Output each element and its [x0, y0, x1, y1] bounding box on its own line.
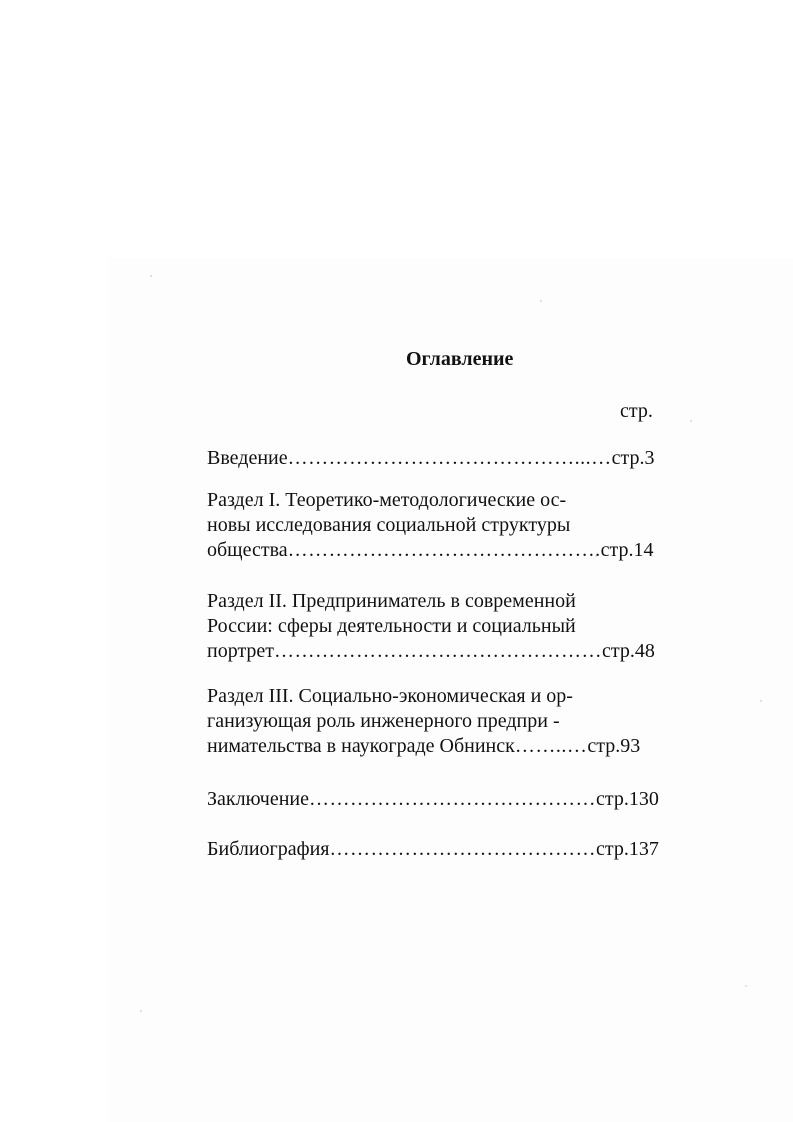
scan-speck [760, 700, 762, 702]
scan-speck [540, 300, 542, 302]
toc-entry-introduction [207, 446, 687, 471]
toc-entry-title: портрет [207, 640, 275, 662]
toc-page-number: стр.93 [587, 735, 641, 757]
toc-entry-section-2 [207, 589, 687, 664]
toc-entry-title: нимательства в наукограде Обнинск [207, 735, 515, 757]
toc-entry-title: Введение [207, 447, 288, 469]
toc-entry-final-line [207, 639, 687, 664]
toc-page-number: стр.3 [611, 447, 655, 469]
toc-leader-dots: ………………………………………. [287, 539, 601, 561]
scan-speck [140, 1010, 142, 1012]
toc-page-number: стр.48 [602, 640, 655, 662]
toc-leader-dots: …………………………………… [309, 788, 596, 810]
toc-entry-section-3 [207, 684, 687, 759]
scan-speck [150, 275, 152, 277]
scan-speck [690, 420, 692, 422]
toc-entry-final-line [207, 446, 687, 471]
toc-entry-title: общества [207, 539, 288, 561]
toc-entry-conclusion [207, 787, 687, 812]
toc-leader-dots: ………………………………………… [274, 640, 603, 662]
toc-leader-dots: ………………………………… [329, 838, 596, 860]
toc-entry-line: Раздел II. Предприниматель в современной [207, 590, 576, 612]
toc-entry-section-1 [207, 488, 687, 563]
toc-entry-line: ганизующая роль инженерного предпри - [207, 710, 560, 732]
toc-page-number: стр.137 [596, 838, 659, 860]
toc-page-number: стр.14 [600, 539, 654, 561]
toc-entry-final-line [207, 837, 687, 862]
toc-entry-bibliography [207, 837, 687, 862]
toc-entry-final-line [207, 734, 687, 759]
toc-page-number: стр.130 [596, 788, 659, 810]
toc-entry-line: Раздел III. Социально-экономическая и ор- [207, 685, 573, 707]
scan-speck [745, 985, 747, 987]
toc-entry-line: Раздел I. Теоретико-методологические ос- [207, 489, 567, 511]
toc-entry-title: Заключение [207, 788, 309, 810]
document-title: Оглавление [406, 348, 514, 370]
toc-entry-final-line [207, 787, 687, 812]
toc-leader-dots: ……..… [514, 735, 588, 757]
toc-entry-title: Библиография [207, 838, 330, 860]
toc-leader-dots: ……………………………………...… [287, 447, 612, 469]
toc-entry-line: России: сферы деятельности и социальный [207, 615, 576, 637]
toc-entry-final-line [207, 538, 687, 563]
toc-entry-line: новы исследования социальной структуры [207, 514, 571, 536]
page-column-header: стр. [620, 400, 653, 422]
